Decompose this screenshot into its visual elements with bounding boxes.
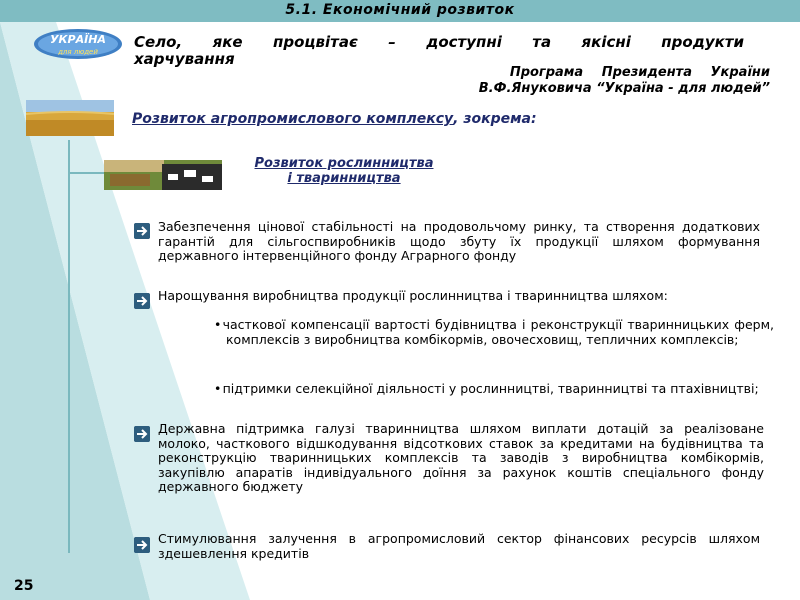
list-item: Забезпечення цінової стабільності на продовольчому ринку, та створення додаткових гарантій для сільгоспвиробників щодо збуту їх продукції шляхом формування державного інтервенційного фонду Аграрного фонду (158, 219, 760, 264)
list-item: Нарощування виробництва продукції рослинництва і тваринництва шляхом: (158, 288, 668, 303)
svg-text:для людей: для людей (58, 48, 98, 56)
sub-list-item: • часткової компенсації вартості будівництва і реконструкції тваринницьких ферм, комплексів з виробництва комбікормів, овочесховищ, тепличних комплексів; (214, 317, 774, 347)
arrow-right-icon (134, 426, 150, 442)
tree-connector-horizontal (68, 172, 106, 174)
sub-list-item-text: часткової компенсації вартості будівництва і реконструкції тваринницьких ферм, комплексів з виробництва комбікормів, овочесховищ, тепличних комплексів; (222, 317, 774, 347)
svg-text:УКРАЇНА: УКРАЇНА (50, 33, 106, 46)
sub-list-item-text: підтримки селекційної діяльності у рослинництві, тваринництві та птахівництві; (222, 381, 759, 396)
program-attribution (400, 65, 770, 97)
ukraine-for-people-logo (28, 26, 128, 62)
page-number: 25 (14, 578, 34, 594)
subsection-heading (196, 156, 492, 186)
sub-list-item: • підтримки селекційної діяльності у рослинництві, тваринництві та птахівництві; (214, 381, 759, 396)
subsection-heading-line1: Розвиток рослинництва (254, 156, 434, 171)
arrow-right-icon (134, 293, 150, 309)
list-item: Державна підтримка галузі тваринництва шляхом виплати дотацій за реалізоване молоко, часткового відшкодування відсоткових ставок за кредитами на будівництва та реконструкцію тваринницьких комплексів та заводів з виробництва комбікормів, закупівлю апаратів індивідуального доїння за рахунок коштів спеціального фонду державного бюджету (158, 421, 764, 495)
section-heading-main: Розвиток агропромислового комплексу (132, 111, 454, 127)
subsection-heading-line2: і тваринництва (287, 171, 401, 186)
section-heading (132, 111, 537, 127)
arrow-right-icon (134, 537, 150, 553)
tree-connector-vertical (68, 140, 70, 553)
arrow-right-icon (134, 223, 150, 239)
section-heading-suffix: , зокрема: (453, 111, 537, 127)
page-title: 5.1. Економічний розвиток (285, 2, 515, 18)
list-item: Стимулювання залучення в агропромисловий сектор фінансових ресурсів шляхом здешевлення кредитів (158, 531, 760, 561)
wheat-field-image (26, 100, 114, 136)
program-slogan: Село, яке процвітає – доступні та якісні продукти харчування (134, 33, 744, 68)
program-author: В.Ф.Януковича “Україна - для людей” (478, 81, 770, 96)
program-name: Програма Президента України (509, 65, 770, 80)
